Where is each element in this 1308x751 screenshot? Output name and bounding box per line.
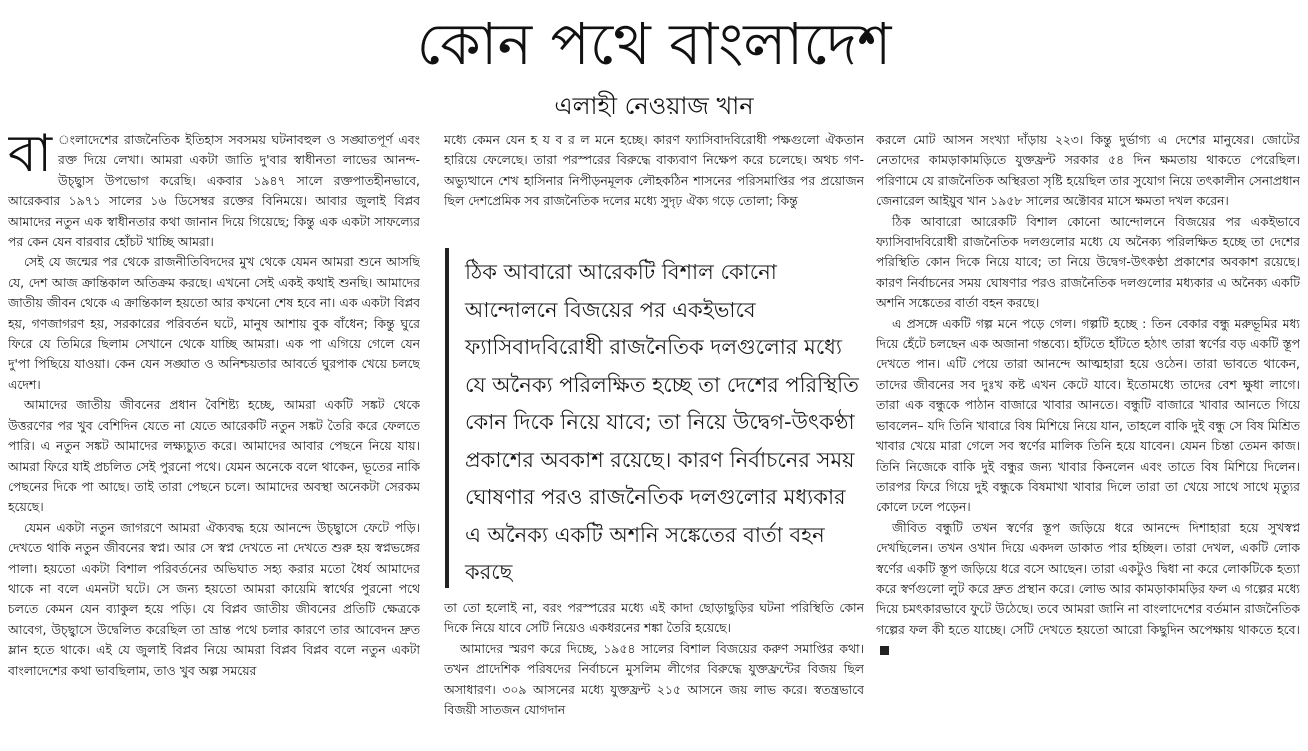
article-column-1 bbox=[8, 130, 420, 750]
paragraph-text: জীবিত বন্ধুটি তখন স্বর্ণের স্তূপ জড়িয়ে ধরে আনন্দে দিশাহারা হয়ে সুখস্বপ্ন দেখছিলেন। তখন ওখান দিয়ে একদল ডাকাত পার হচ্ছিল। তারা দেখল, একটি লোক স্বর্ণের একটি স্তূপ জড়িয়ে ধরে বসে আছেন। তারা একটুও দ্বিধা না করে লোকটিকে হত্যা করে স্বর্ণগুলো লুট করে দ্রুত প্রস্থান করে। লোভ আর কামড়াকামড়ির ফল এ গল্পের মধ্যে দিয়ে চমৎকারভাবে ফুটে উঠেছে। তবে আমরা জানি না বাংলাদেশের বর্তমান রাজনৈতিক গল্পের ফল কী হতে যাচ্ছে। সেটি দেখতে হয়তো আরো কিছুদিন অপেক্ষায় থাকতে হবে। bbox=[876, 519, 1300, 637]
article-paragraph: এ প্রসঙ্গে একটি গল্প মনে পড়ে গেল। গল্পটি হচ্ছে : তিন বেকার বন্ধু মরুভূমির মধ্য দিয়ে হেঁটে চলছেন এক অজানা গন্তব্যে। হাঁটতে হাঁটতে হঠাৎ তারা স্বর্ণের বড় একটি স্তূপ দেখতে পান। এটি পেয়ে তারা আনন্দে আত্মহারা হয়ে ওঠেন। তারা ভাবতে থাকেন, তাদের জীবনের সব দুঃখ কষ্ট এখন কেটে যাবে। ইতোমধ্যে তাদের বেশ ক্ষুধা লাগে। তারা এক বন্ধুকে পাঠান বাজারে খাবার আনতে। বন্ধুটি বাজারে খাবার আনতে গিয়ে ভাবলেন– যদি তিনি খাবারে বিষ মিশিয়ে নিয়ে যান, তাহলে বাকি দুই বন্ধু সে বিষ মিশ্রিত খাবার খেয়ে মারা গেলে সব স্বর্ণের মালিক তিনি হয়ে যাবেন। যেমন চিন্তা তেমন কাজ। তিনি নিজেকে বাকি দুই বন্ধুর জন্য খাবার কিনলেন এবং তাতে বিষ মিশিয়ে দিলেন। তারপর ফিরে গিয়ে দুই বন্ধুকে বিষমাখা খাবার দিলে তারা তা খেয়ে সাথে সাথে মৃত্যুর কোলে ঢলে পড়েন। bbox=[876, 315, 1300, 515]
article-paragraph: ঠিক আবারো আরেকটি বিশাল কোনো আন্দোলনে বিজয়ের পর একইভাবে ফ্যাসিবাদবিরোধী রাজনৈতিক দলগুলোর মধ্যে যে অনৈক্য পরিলক্ষিত হচ্ছে তা দেশের পরিস্থিতি কোন দিকে নিয়ে যাবে; তা নিয়ে উদ্বেগ-উৎকণ্ঠা প্রকাশের অবকাশ রয়েছে। কারণ নির্বাচনের সময় ঘোষণার পরও রাজনৈতিক দলগুলোর মধ্যকার এ অনৈক্য একটি অশনি সঙ্কেতের বার্তা বহন করছে। bbox=[876, 213, 1300, 311]
paragraph-text: ংলাদেশের রাজনৈতিক ইতিহাস সবসময় ঘটনাবহুল ও সঙ্ঘাতপূর্ণ এবং রক্ত দিয়ে লেখা। আমরা একটা জাতি দু'বার স্বাধীনতা লাভের আনন্দ-উচ্ছ্বাস উপভোগ করেছি। একবার ১৯৪৭ সালে রক্তপাতহীনভাবে, আরেকবার ১৯৭১ সালের ১৬ ডিসেম্বর রক্তের বিনিময়ে। আবার জুলাই বিপ্লব আমাদের নতুন এক স্বাধীনতার কথা জানান দিয়ে গিয়েছে; কিন্তু এক একটা সাফল্যের পর কেন যেন বারবার হোঁচট খাচ্ছি আমরা। bbox=[8, 132, 420, 250]
article-column-3 bbox=[876, 130, 1300, 750]
article-paragraph: সেই যে জন্মের পর থেকে রাজনীতিবিদদের মুখ থেকে যেমন আমরা শুনে আসছি যে, দেশ আজ ক্রান্তিকাল অতিক্রম করছে। এখনো সেই একই কথাই শুনছি। আমাদের জাতীয় জীবন থেকে এ ক্রান্তিকাল হয়তো আর কখনো শেষ হবে না। এক একটা বিপ্লব হয়, গণজাগরণ হয়, সরকারের পরিবর্তন ঘটে, মানুষ আশায় বুক বাঁধেন; কিন্তু ঘুরে ফিরে যে তিমিরে ছিলাম সেখানে থেকে যাচ্ছি আমরা। এক পা এগিয়ে গেলে যেন দু'পা পিছিয়ে যাওয়া। কেন যেন সঙ্ঘাত ও অনিশ্চয়তার আবর্তে ঘুরপাক খেয়ে চলছে এদেশ। bbox=[8, 254, 420, 392]
end-mark-icon bbox=[880, 646, 889, 655]
drop-cap: বা bbox=[8, 130, 53, 184]
article-paragraph: তা তো হলোই না, বরং পরস্পরের মধ্যে এই কাদা ছোড়াছুড়ির ঘটনা পরিস্থিতি কোন দিকে নিয়ে যাবে সেটি নিয়েও একধরনের শঙ্কা তৈরি হয়েছে। bbox=[444, 600, 864, 636]
article-paragraph bbox=[876, 518, 1300, 661]
article-paragraph: যেমন একটা নতুন জাগরণে আমরা ঐক্যবদ্ধ হয়ে আনন্দে উচ্ছ্বাসে ফেটে পড়ি। দেখতে থাকি নতুন জীবনের স্বপ্ন। আর সে স্বপ্ন দেখতে না দেখতে শুরু হয় স্বপ্নভঙ্গের পালা। হয়তো একটা বিশাল পরিবর্তনের অভিঘাত সহ্য করার মতো ধৈর্য আমাদের থাকে না বলে এমনটা ঘটে। সে জন্য হয়তো আমরা কায়েমি স্বার্থের পুরনো পথে চলতে কেমন যেন ব্যাকুল হয়ে পড়ি। যে বিপ্লব জাতীয় জীবনের প্রতিটি ক্ষেত্রকে আবেগ, উচ্ছ্বাসে উদ্বেলিত করেছিল তা ভ্রান্ত পথে চলার কারণে তার আবেদন দ্রুত ম্লান হতে থাকে। এই যে জুলাই বিপ্লব নিয়ে আমরা বিপ্লব বিপ্লব বলে নতুন একটা বাংলাদেশের কথা ভাবছিলাম, তাও খুব অল্প সময়ের bbox=[8, 519, 420, 678]
article-paragraph: আমাদের স্মরণ করে দিচ্ছে, ১৯৫৪ সালের বিশাল বিজয়ের করুণ সমাপ্তির কথা। তখন প্রাদেশিক পরিষদের নির্বাচনে মুসলিম লীগের বিরুদ্ধে যুক্তফ্রন্টের বিজয় ছিল অসাধারণ। ৩০৯ আসনের মধ্যে যুক্তফ্রন্ট ২১৫ আসনে জয় লাভ করে। স্বতন্ত্রভাবে বিজয়ী সাতজন যোগদান bbox=[444, 640, 864, 718]
article-column-2-bottom bbox=[444, 598, 864, 750]
article-headline: কোন পথে বাংলাদেশ bbox=[416, 10, 892, 78]
pull-quote-text: ঠিক আবারো আরেকটি বিশাল কোনো আন্দোলনে বিজয়ের পর একইভাবে ফ্যাসিবাদবিরোধী রাজনৈতিক দলগুলোর মধ্যে যে অনৈক্য পরিলক্ষিত হচ্ছে তা দেশের পরিস্থিতি কোন দিকে নিয়ে যাবে; তা নিয়ে উদ্বেগ-উৎকণ্ঠা প্রকাশের অবকাশ রয়েছে। কারণ নির্বাচনের সময় ঘোষণার পরও রাজনৈতিক দলগুলোর মধ্যকার এ অনৈক্য একটি অশনি সঙ্কেতের বার্তা বহন করছে bbox=[465, 260, 859, 584]
article-column-2-top bbox=[444, 130, 864, 232]
article-byline: এলাহী নেওয়াজ খান bbox=[554, 92, 754, 120]
article-paragraph: করলে মোট আসন সংখ্যা দাঁড়ায় ২২৩। কিন্তু দুর্ভাগ্য এ দেশের মানুষের। জোটের নেতাদের কামড়াকামড়িতে যুক্তফ্রন্ট সরকার ৫৪ দিন ক্ষমতায় থাকতে পেরেছিল। পরিণামে যে রাজনৈতিক অস্থিরতা সৃষ্টি হয়েছিল তার সুযোগ নিয়ে তৎকালীন সেনাপ্রধান জেনারেল আইয়ুব খান ১৯৫৮ সালের অক্টোবর মাসে ক্ষমতা দখল করেন। bbox=[876, 132, 1300, 209]
pull-quote bbox=[445, 248, 865, 588]
article-paragraph: আমাদের জাতীয় জীবনের প্রধান বৈশিষ্ট্য হচ্ছে, আমরা একটি সঙ্কট থেকে উত্তরণের পর খুব বেশিদিন যেতে না যেতে আরেকটি নতুন সঙ্কট তৈরি করে ফেলতে পারি। এ নতুন সঙ্কট আমাদের লক্ষ্যচ্যুত করে। আমাদের আবার পেছনে নিয়ে যায়। আমরা ফিরে যাই প্রচলিত সেই পুরনো পথে। যেমন অনেকে বলে থাকেন, ভূতের নাকি পেছনের দিকে পা আছে। তাই তারা পেছনে চলে। আমাদের অবস্থা অনেকটা সেরকম হয়েছে। bbox=[8, 397, 420, 515]
article-paragraph bbox=[8, 130, 420, 252]
article-paragraph: মধ্যে কেমন যেন হ য ব র ল মনে হচ্ছে। কারণ ফ্যাসিবাদবিরোধী পক্ষগুলো ঐকতান হারিয়ে ফেলেছে। তারা পরস্পরের বিরুদ্ধে বাক্যবাণ নিক্ষেপ করে চলেছে। অথচ গণ-অভ্যুত্থানে শেখ হাসিনার নিপীড়নমূলক লৌহকঠিন শাসনের পরিসমাপ্তির পর প্রয়োজন ছিল দেশপ্রেমিক সব রাজনৈতিক দলের মধ্যে সুদৃঢ় ঐক্য গড়ে তোলা; কিন্তু bbox=[444, 132, 864, 209]
